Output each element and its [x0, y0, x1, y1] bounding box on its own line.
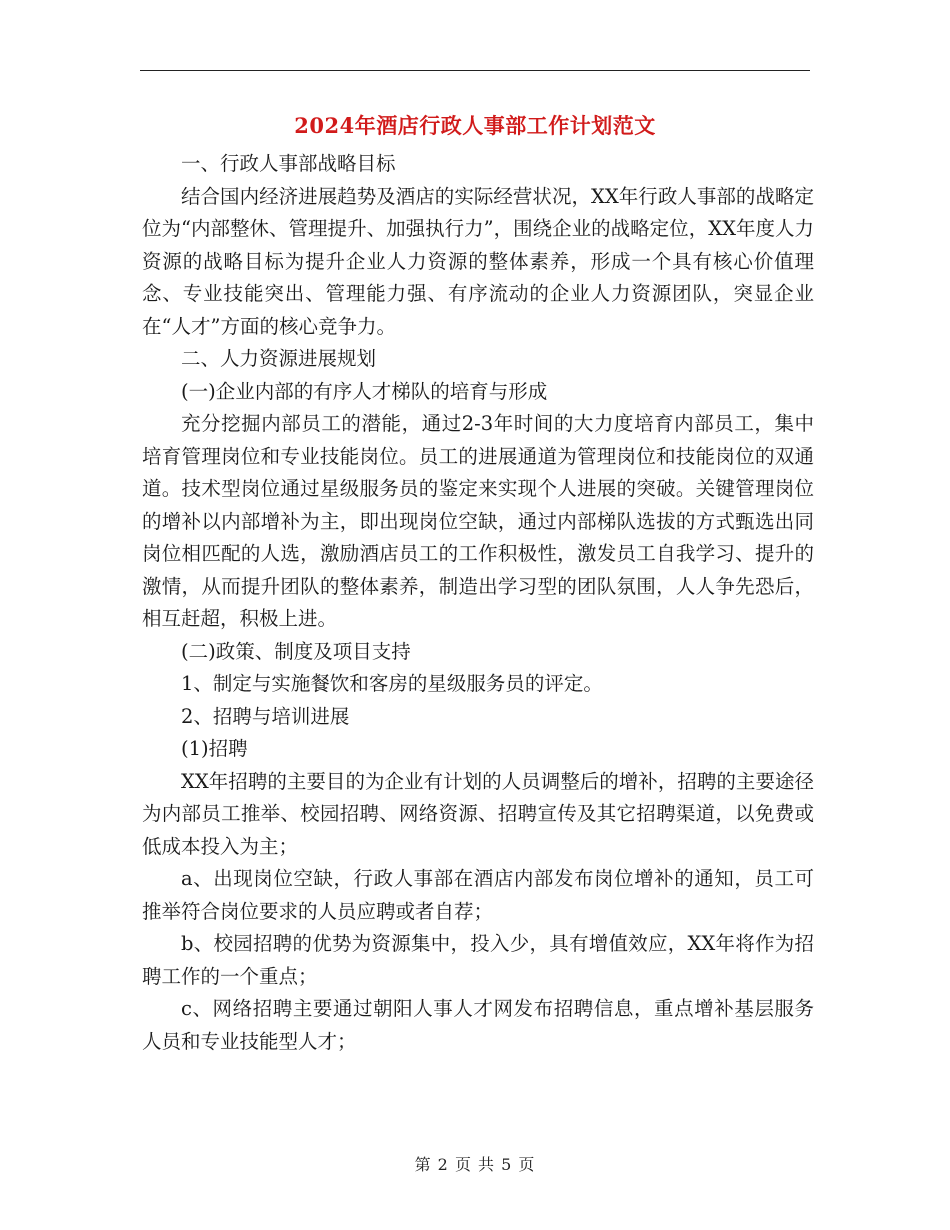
paragraph: 二、人力资源进展规划 [181, 347, 377, 370]
document-body [142, 148, 814, 1058]
paragraph: (1)招聘 [181, 737, 248, 760]
paragraph: 一、行政人事部战略目标 [181, 152, 396, 175]
paragraph: XX年招聘的主要目的为企业有计划的人员调整后的增补，招聘的主要途径为内部员工推举、校园招聘、网络资源、招聘宣传及其它招聘渠道，以免费或低成本投入为主； [142, 769, 814, 858]
page-footer: 第 2 页 共 5 页 [414, 1155, 536, 1174]
document-title: 2024年酒店行政人事部工作计划范文 [294, 113, 656, 138]
paragraph: (二)政策、制度及项目支持 [181, 639, 411, 663]
header-rule [140, 70, 810, 71]
paragraph: c、网络招聘主要通过朝阳人事人才网发布招聘信息，重点增补基层服务人员和专业技能型人才； [142, 997, 814, 1053]
paragraph: 充分挖掘内部员工的潜能，通过2-3年时间的大力度培育内部员工，集中培育管理岗位和专业技能岗位。员工的进展通道为管理岗位和技能岗位的双通道。技术型岗位通过星级服务员的鉴定来实现个人进展的突破。关键管理岗位的增补以内部增补为主，即出现岗位空缺，通过内部梯队选拔的方式甄选出同岗位相匹配的人选，激励酒店员工的工作积极性，激发员工自我学习、提升的激情，从而提升团队的整体素养，制造出学习型的团队氛围，人人争先恐后，相互赶超，积极上进。 [142, 412, 814, 630]
paragraph: 结合国内经济进展趋势及酒店的实际经营状况，XX年行政人事部的战略定位为“内部整休、管理提升、加强执行力”，围绕企业的战略定位，XX年度人力资源的战略目标为提升企业人力资源的整体素养，形成一个具有核心价值理念、专业技能突出、管理能力强、有序流动的企业人力资源团队，突显企业在“人才”方面的核心竞争力。 [142, 184, 814, 338]
paragraph: (一)企业内部的有序人才梯队的培育与形成 [181, 379, 548, 403]
paragraph: a、出现岗位空缺，行政人事部在酒店内部发布岗位增补的通知，员工可推举符合岗位要求的人员应聘或者自荐； [142, 867, 814, 923]
paragraph: b、校园招聘的优势为资源集中，投入少，具有增值效应，XX年将作为招聘工作的一个重点； [142, 932, 814, 988]
paragraph: 2、招聘与培训进展 [181, 704, 350, 728]
paragraph: 1、制定与实施餐饮和客房的星级服务员的评定。 [181, 672, 603, 695]
